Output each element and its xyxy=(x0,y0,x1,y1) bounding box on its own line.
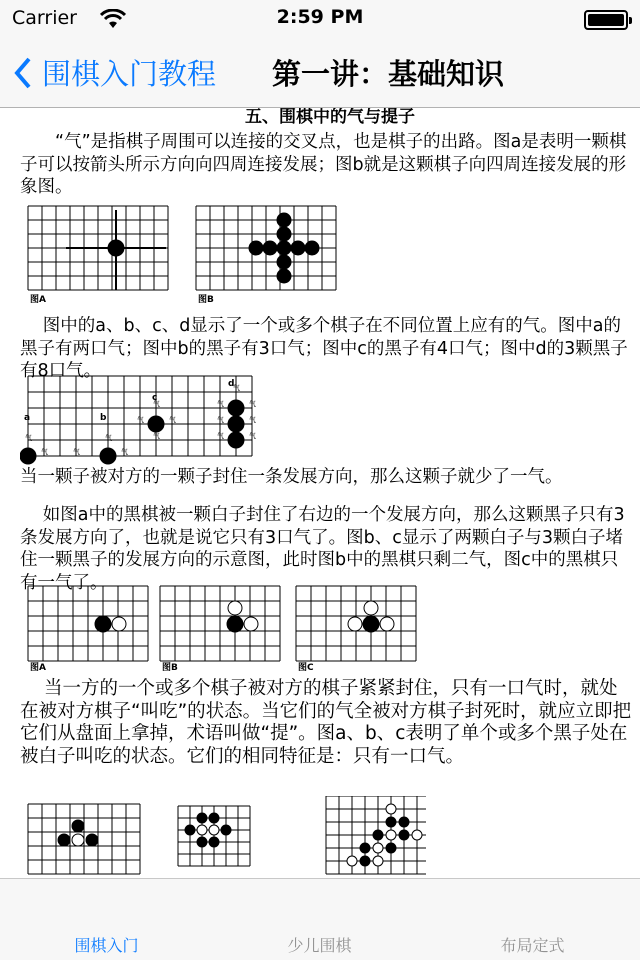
figure-label: c xyxy=(152,393,158,403)
qi-label: 气 xyxy=(249,400,256,408)
qi-label: 气 xyxy=(233,384,240,392)
figure-label: 图B xyxy=(162,663,178,672)
black-stone xyxy=(95,616,111,632)
tab-bar xyxy=(0,878,640,960)
black-stone xyxy=(20,448,36,464)
black-stone xyxy=(197,813,207,823)
paragraph-2: 图中的a、b、c、d显示了一个或多个棋子在不同位置上应有的气。图中a的黑子有两口气；图中b的黑子有3口气；图中c的黑子有4口气；图中d的3颗黑子有8口气。 xyxy=(20,316,628,381)
black-stone xyxy=(305,241,319,255)
tab-opening-joseki[interactable]: 布局定式 xyxy=(500,936,565,955)
qi-label: 气 xyxy=(41,448,48,456)
black-stone xyxy=(209,813,219,823)
white-stone xyxy=(209,825,219,835)
white-stone xyxy=(386,830,396,840)
black-stone xyxy=(228,432,244,448)
qi-label: 气 xyxy=(105,434,112,442)
black-stone xyxy=(209,837,219,847)
black-stone xyxy=(277,213,291,227)
paragraph-1: “气”是指棋子周围可以连接的交叉点，也是棋子的出路。图a是表明一颗棋子可以按箭头所示方向向四周连接发展；图b就是这颗棋子向四周连接发展的形象图。 xyxy=(20,132,627,197)
white-stone xyxy=(244,617,258,631)
qi-label: 气 xyxy=(137,416,144,424)
black-stone xyxy=(386,843,396,853)
black-stone xyxy=(58,834,70,846)
tab-go-intro[interactable]: 围棋入门 xyxy=(74,936,139,955)
white-stone xyxy=(380,617,394,631)
black-stone xyxy=(363,616,379,632)
figure-label: 图A xyxy=(30,663,46,672)
qi-label: 气 xyxy=(217,432,224,440)
black-stone xyxy=(263,241,277,255)
black-stone xyxy=(386,817,396,827)
black-stone xyxy=(86,834,98,846)
figure-label: b xyxy=(100,413,107,423)
qi-label: 气 xyxy=(153,432,160,440)
white-stone xyxy=(197,825,207,835)
diagram-figure-3 xyxy=(26,582,426,672)
black-stone xyxy=(228,400,244,416)
figure-label: a xyxy=(24,413,31,423)
white-stone xyxy=(112,617,126,631)
white-stone xyxy=(347,856,357,866)
black-stone xyxy=(291,241,305,255)
figure-label: 图A xyxy=(30,295,46,305)
qi-label: 气 xyxy=(169,416,176,424)
white-stone xyxy=(412,830,422,840)
clock: 2:59 PM xyxy=(276,6,364,28)
black-stone xyxy=(277,241,291,255)
qi-label: 气 xyxy=(217,400,224,408)
section-heading: 五、围棋中的气与提子 xyxy=(245,108,415,126)
black-stone xyxy=(72,820,84,832)
black-stone xyxy=(277,255,291,269)
black-stone xyxy=(185,825,195,835)
black-stone xyxy=(360,856,370,866)
white-stone xyxy=(228,601,242,615)
tab-kids-go[interactable]: 少儿围棋 xyxy=(287,936,352,955)
white-stone xyxy=(72,834,84,846)
black-stone xyxy=(373,830,383,840)
black-stone xyxy=(148,416,164,432)
white-stone xyxy=(373,843,383,853)
status-bar xyxy=(0,0,640,40)
diagram-figure-2 xyxy=(20,372,280,467)
black-stone xyxy=(228,416,244,432)
chevron-left-icon xyxy=(14,57,32,89)
black-stone xyxy=(360,843,370,853)
qi-label: 气 xyxy=(217,416,224,424)
back-label: 围棋入门教程 xyxy=(42,57,217,91)
page-title: 第一讲：基础知识 xyxy=(272,57,505,91)
qi-label: 气 xyxy=(121,448,128,456)
back-button[interactable] xyxy=(14,52,216,93)
paragraph-4: 如图a中的黑棋被一颗白子封住了右边的一个发展方向，那么这颗黑子只有3条发展方向了，也就是说它只有3口气了。图b、c显示了两颗白子与3颗白子堵住一颗黑子的发展方向的示意图，此时图b中的黑棋只剩二气，图c中的黑棋只有一气了。 xyxy=(20,505,625,593)
white-stone xyxy=(373,856,383,866)
white-stone xyxy=(348,617,362,631)
black-stone xyxy=(399,830,409,840)
navigation-bar xyxy=(0,40,640,108)
paragraph-3: 当一颗子被对方的一颗子封住一条发展方向，那么这颗子就少了一气。 xyxy=(20,467,563,487)
figure-label: 图C xyxy=(298,663,314,672)
qi-label: 气 xyxy=(249,416,256,424)
black-stone xyxy=(197,837,207,847)
figure-label: 图B xyxy=(198,295,214,305)
black-stone xyxy=(227,616,243,632)
black-stone xyxy=(249,241,263,255)
qi-label: 气 xyxy=(25,434,32,442)
black-stone xyxy=(277,227,291,241)
article-content[interactable] xyxy=(0,108,640,878)
paragraph-5: 当一方的一个或多个棋子被对方的棋子紧紧封住，只有一口气时，就处在被对方棋子“叫吃”的状态。当它们的气全被对方棋子封死时，就应立即把它们从盘面上拿掉，术语叫做“提”。图a、b、c表明了单个或多个黑子处在被白子叫吃的状态。它们的相同特征是：只有一口气。 xyxy=(20,678,632,767)
white-stone xyxy=(386,804,396,814)
carrier: Carrier xyxy=(12,7,77,29)
qi-label: 气 xyxy=(249,432,256,440)
diagram-figure-4 xyxy=(26,796,426,878)
black-stone xyxy=(277,269,291,283)
qi-label: 气 xyxy=(73,448,80,456)
white-stone xyxy=(364,601,378,615)
black-stone xyxy=(100,448,116,464)
qi-label: 气 xyxy=(153,400,160,408)
figure-label: d xyxy=(228,379,235,389)
diagram-figure-1 xyxy=(26,202,346,308)
black-stone xyxy=(399,817,409,827)
black-stone xyxy=(221,825,231,835)
battery-icon xyxy=(584,10,628,30)
